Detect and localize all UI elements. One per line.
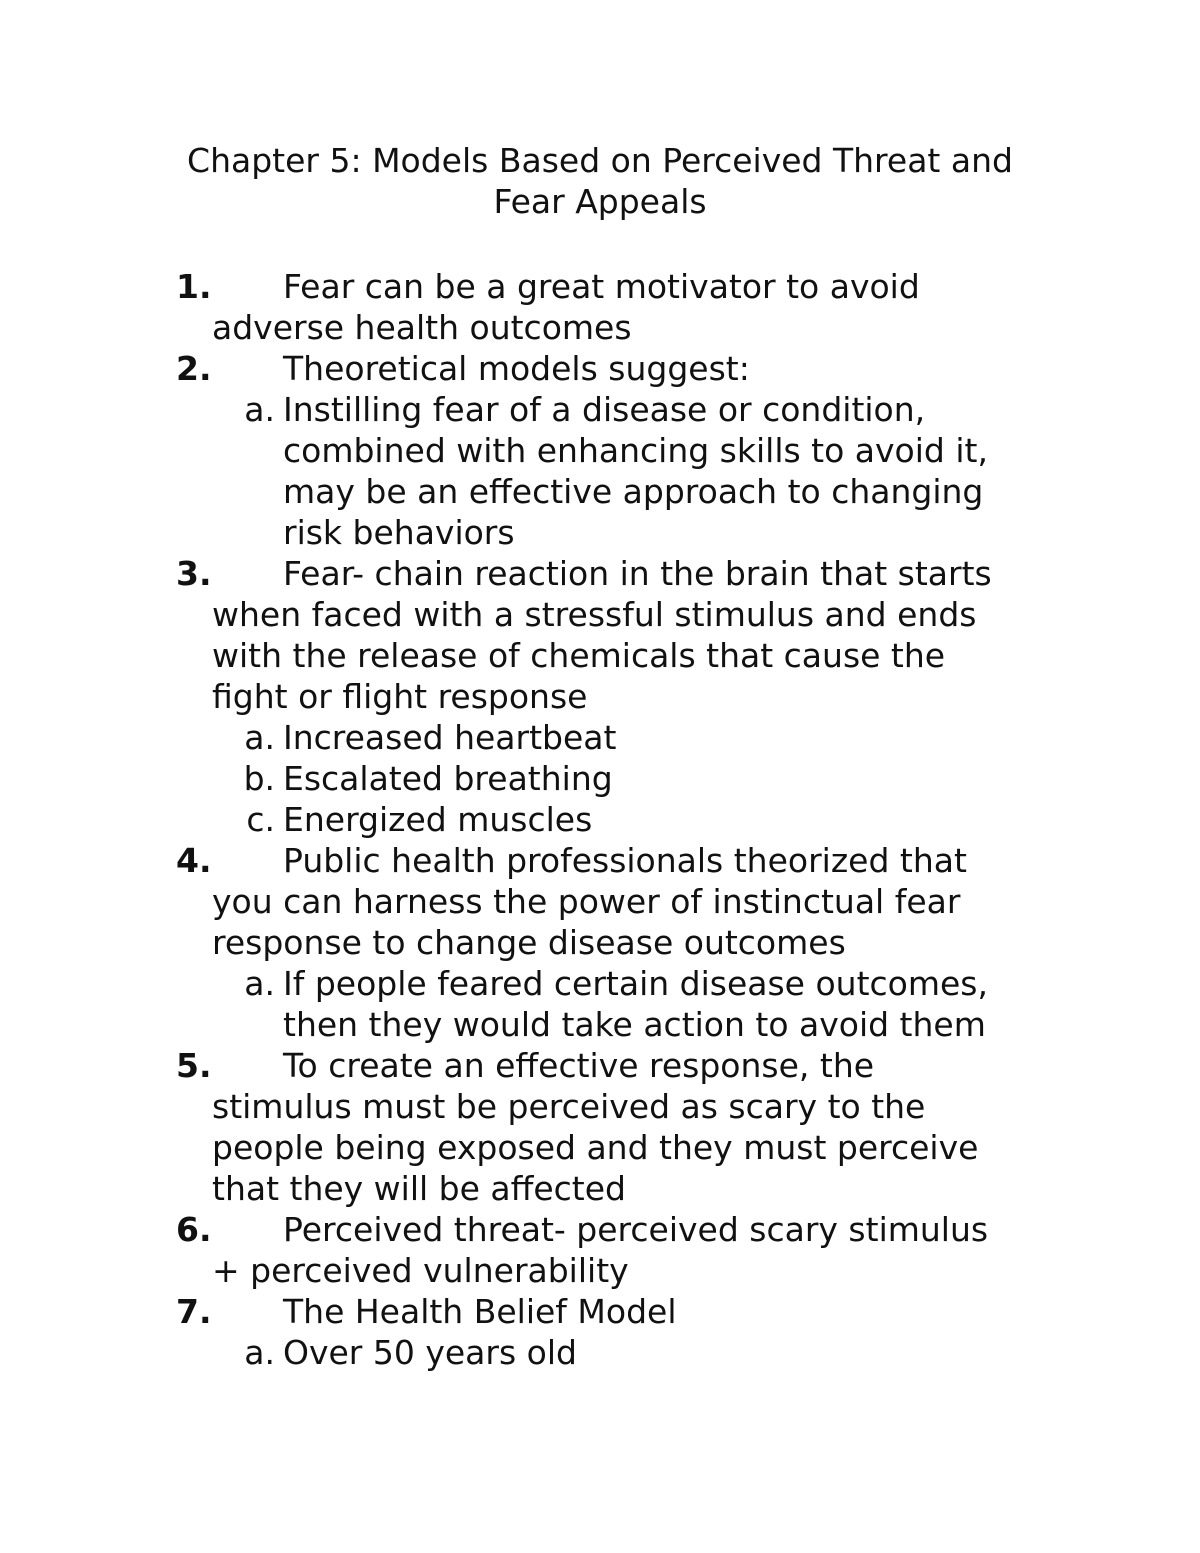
title-line-1: Chapter 5: Models Based on Perceived Threat and: [187, 141, 1013, 180]
sub-item-letter: a.: [244, 390, 275, 429]
sub-item-text: Instilling fear of a disease or condition,: [283, 390, 926, 429]
list-item-number: 5.: [176, 1046, 212, 1085]
sub-item-letter: a.: [244, 718, 275, 757]
sub-item-text: may be an effective approach to changing: [283, 472, 984, 511]
list-item-number: 4.: [176, 841, 212, 880]
list-item-text: people being exposed and they must perceive: [212, 1128, 979, 1167]
list-item-text: + perceived vulnerability: [212, 1251, 629, 1290]
page-title: [140, 140, 1060, 222]
list-item-text: Public health professionals theorized that: [283, 841, 967, 880]
list-item-text: that they will be affected: [212, 1169, 626, 1208]
sub-item-letter: a.: [244, 964, 275, 1003]
list-item-text: you can harness the power of instinctual fear: [212, 882, 961, 921]
list-item-text: adverse health outcomes: [212, 308, 632, 347]
list-item-number: 2.: [176, 349, 212, 388]
list-item-text: response to change disease outcomes: [212, 923, 846, 962]
list-item-number: 7.: [176, 1292, 212, 1331]
list-item-text: with the release of chemicals that cause the: [212, 636, 946, 675]
sub-item-letter: b.: [243, 759, 275, 798]
sub-item-letter: a.: [244, 1333, 275, 1372]
list-item-number: 3.: [176, 554, 212, 593]
list-item-text: The Health Belief Model: [283, 1292, 677, 1331]
list-item-text: Fear- chain reaction in the brain that starts: [283, 554, 992, 593]
sub-item-letter: c.: [246, 800, 275, 839]
sub-item-text: Escalated breathing: [283, 759, 613, 798]
sub-item-text: If people feared certain disease outcomes,: [283, 964, 988, 1003]
sub-item-text: combined with enhancing skills to avoid it,: [283, 431, 988, 470]
sub-item-text: risk behaviors: [283, 513, 515, 552]
title-line-2: Fear Appeals: [493, 182, 707, 221]
list-item-text: stimulus must be perceived as scary to the: [212, 1087, 926, 1126]
list-item-text: Perceived threat- perceived scary stimulus: [283, 1210, 989, 1249]
list-item-number: 6.: [176, 1210, 212, 1249]
list-item-text: Theoretical models suggest:: [283, 349, 750, 388]
list-item-text: fight or flight response: [212, 677, 588, 716]
sub-item-text: Over 50 years old: [283, 1333, 577, 1372]
list-item-number: 1.: [176, 267, 212, 306]
sub-item-text: then they would take action to avoid them: [283, 1005, 986, 1044]
list-item-text: when faced with a stressful stimulus and ends: [212, 595, 977, 634]
sub-item-text: Increased heartbeat: [283, 718, 617, 757]
list-item-text: To create an effective response, the: [283, 1046, 875, 1085]
list-item-text: Fear can be a great motivator to avoid: [283, 267, 920, 306]
sub-item-text: Energized muscles: [283, 800, 593, 839]
